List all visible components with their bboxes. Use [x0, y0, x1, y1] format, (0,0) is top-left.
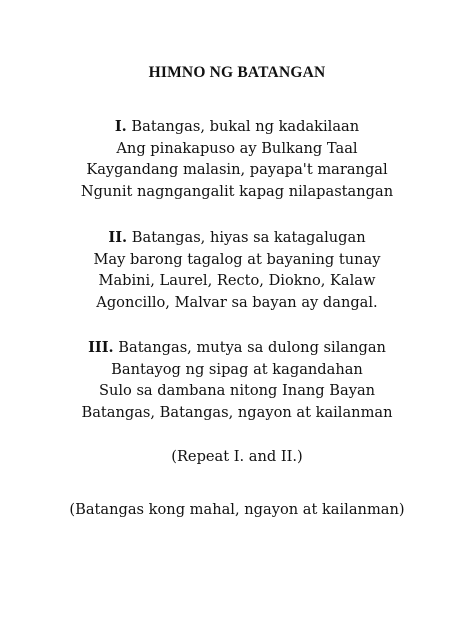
hymn-title: HIMNO NG BATANGAN: [148, 64, 326, 81]
stanza-numeral: I.: [114, 118, 127, 135]
stanza-line: Ngunit nagngangalit kapag nilapastangan: [80, 182, 394, 200]
stanza-numeral: III.: [88, 339, 114, 356]
closing-note: (Batangas kong mahal, ngayon at kailanman): [69, 501, 405, 518]
stanza-line: [0, 337, 474, 359]
stanza-first-line-text: Batangas, hiyas sa katagalugan: [127, 229, 366, 246]
stanza-1: [0, 116, 474, 202]
stanza-first-line-text: Batangas, mutya sa dulong silangan: [113, 339, 386, 356]
stanza-line: [0, 116, 474, 138]
stanza-3: [0, 337, 474, 423]
stanza-line: Batangas, Batangas, ngayon at kailanman: [81, 403, 393, 421]
stanza-line: [0, 227, 474, 249]
stanza-line: May barong tagalog at bayaning tunay: [93, 250, 381, 268]
stanza-line: Ang pinakapuso ay Bulkang Taal: [116, 139, 358, 157]
stanza-line: Agoncillo, Malvar sa bayan ay dangal.: [96, 293, 378, 311]
repeat-note: (Repeat I. and II.): [171, 448, 303, 465]
stanza-line: Bantayog ng sipag at kagandahan: [111, 360, 363, 378]
stanza-line: Sulo sa dambana nitong Inang Bayan: [98, 382, 376, 399]
stanza-line: Mabini, Laurel, Recto, Diokno, Kalaw: [98, 272, 376, 289]
stanza-2: [0, 227, 474, 313]
stanza-first-line-text: Batangas, bukal ng kadakilaan: [126, 118, 360, 135]
stanza-line: Kaygandang malasin, payapa't marangal: [86, 161, 388, 178]
stanza-numeral: II.: [108, 229, 128, 246]
